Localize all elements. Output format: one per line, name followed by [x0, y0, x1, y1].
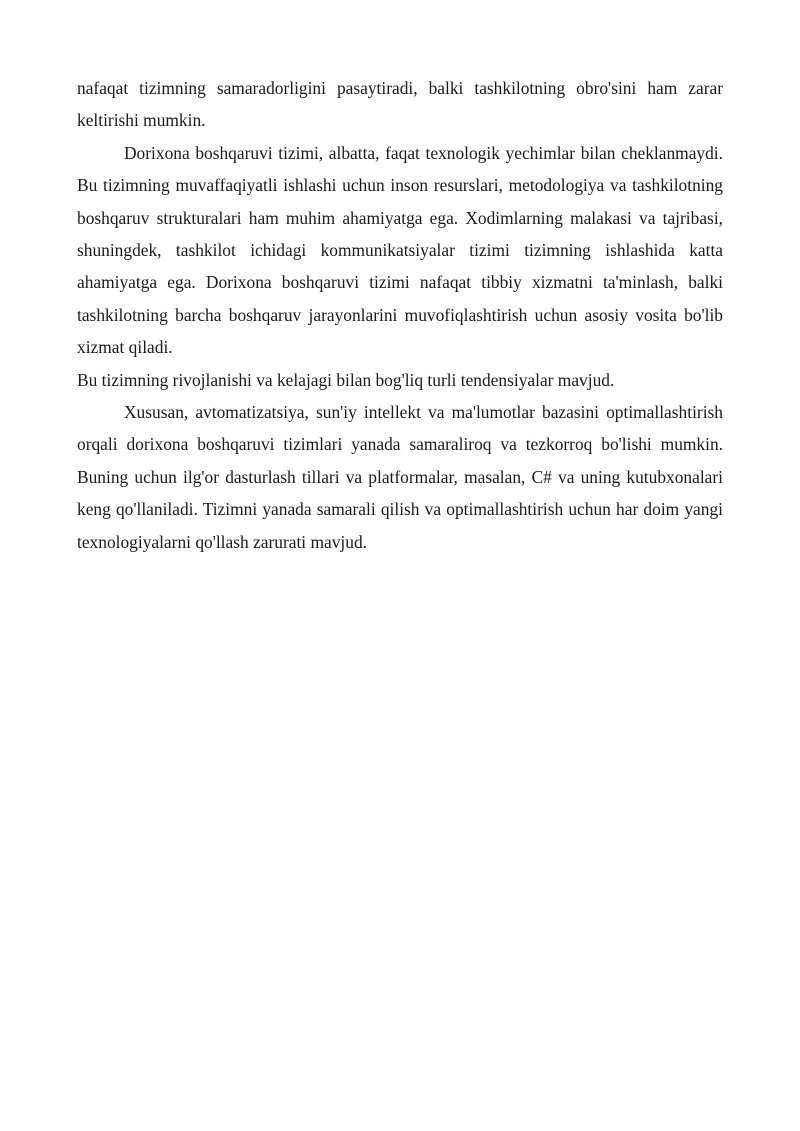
document-page — [77, 72, 723, 558]
paragraph-2: Dorixona boshqaruvi tizimi, albatta, faqat texnologik yechimlar bilan cheklanmaydi. Bu tizimning muvaffaqiyatli ishlashi uchun inson resurslari, metodologiya va tashkilotning boshqaruv strukturalari ham muhim ahamiyatga ega. Xodimlarning malakasi va tajribasi, shuningdek, tashkilot ichidagi kommunikatsiyalar tizimi tizimning ishlashida katta ahamiyatga ega. Dorixona boshqaruvi tizimi nafaqat tibbiy xizmatni ta'minlash, balki tashkilotning barcha boshqaruv jarayonlarini muvofiqlashtirish uchun asosiy vosita bo'lib xizmat qiladi. — [77, 142, 723, 358]
paragraph-4: Xususan, avtomatizatsiya, sun'iy intellekt va ma'lumotlar bazasini optimallashtirish orqali dorixona boshqaruvi tizimlari yanada samaraliroq va tezkorroq bo'lishi mumkin. Buning uchun ilg'or dasturlash tillari va platformalar, masalan, C# va uning kutubxonalari keng qo'llaniladi. Tizimni yanada samarali qilish va optimallashtirish uchun har doim yangi texnologiyalarni qo'llash zarurati mavjud. — [77, 402, 723, 552]
paragraph-3: Bu tizimning rivojlanishi va kelajagi bilan bog'liq turli tendensiyalar mavjud. — [77, 369, 615, 390]
paragraph-1: nafaqat tizimning samaradorligini pasaytiradi, balki tashkilotning obro'sini ham zarar keltirishi mumkin. — [77, 78, 723, 131]
